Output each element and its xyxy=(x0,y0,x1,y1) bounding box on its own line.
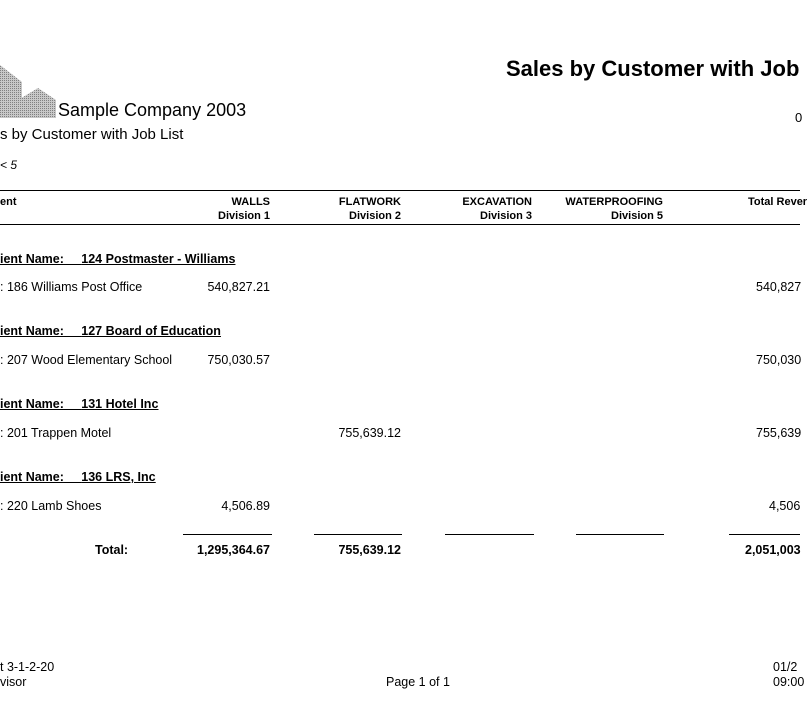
job-row: : 220 Lamb Shoes xyxy=(0,499,102,513)
col-flatwork-line1: FLATWORK xyxy=(338,196,401,208)
walls-amount: 4,506.89 xyxy=(221,499,270,513)
col-walls xyxy=(218,195,270,223)
col-waterproofing-line1: WATERPROOFING xyxy=(565,196,663,208)
walls-total: 1,295,364.67 xyxy=(197,543,270,557)
col-waterproofing xyxy=(565,195,663,223)
col-total xyxy=(748,195,807,209)
col-walls-line2: Division 1 xyxy=(218,210,270,222)
flatwork-amount: 755,639.12 xyxy=(338,426,401,440)
total-amount: 755,639 xyxy=(756,426,802,440)
client-label: ient Name: xyxy=(0,324,64,338)
client-heading xyxy=(0,324,221,338)
client-name: 124 Postmaster - Williams xyxy=(81,252,236,266)
job-row: : 201 Trappen Motel xyxy=(0,426,112,440)
total-amount: 750,030 xyxy=(756,353,802,367)
header-bottom-rule xyxy=(0,224,800,225)
filter-text: < 5 xyxy=(0,158,18,172)
client-name: 127 Board of Education xyxy=(81,324,221,338)
col-waterproofing-line2: Division 5 xyxy=(611,210,663,222)
footer-left-line1: t 3-1-2-20 xyxy=(0,660,55,674)
client-heading xyxy=(0,397,158,411)
total-amount: 4,506 xyxy=(769,499,801,513)
flatwork-total: 755,639.12 xyxy=(338,543,401,557)
col-client xyxy=(0,195,17,209)
col-excavation xyxy=(462,195,532,223)
col-flatwork xyxy=(339,195,401,223)
title-continuation: 0 xyxy=(795,110,803,125)
total-underline xyxy=(729,534,800,535)
col-excavation-line2: Division 3 xyxy=(480,210,532,222)
company-name: Sample Company 2003 xyxy=(58,100,247,120)
flatwork-underline xyxy=(314,534,402,535)
col-total-line2: Total Rever xyxy=(748,196,807,208)
col-excavation-line1: EXCAVATION xyxy=(462,196,532,208)
client-heading xyxy=(0,252,235,266)
col-walls-line1: WALLS xyxy=(231,196,270,208)
walls-amount: 750,030.57 xyxy=(207,353,270,367)
report-subtitle: s by Customer with Job List xyxy=(0,126,184,143)
page-number: Page 1 of 1 xyxy=(386,675,450,689)
client-label: ient Name: xyxy=(0,470,64,484)
grand-total: 2,051,003 xyxy=(745,543,801,557)
job-row: : 207 Wood Elementary School xyxy=(0,353,173,367)
job-row: : 186 Williams Post Office xyxy=(0,280,143,294)
excavation-underline xyxy=(445,534,534,535)
client-name: 136 LRS, Inc xyxy=(81,470,156,484)
walls-amount: 540,827.21 xyxy=(207,280,270,294)
client-label: ient Name: xyxy=(0,397,64,411)
footer-time: 09:00 xyxy=(773,675,805,689)
walls-underline xyxy=(183,534,272,535)
company-logo xyxy=(0,60,60,118)
header-top-rule xyxy=(0,190,800,191)
total-label: Total: xyxy=(95,543,129,557)
col-flatwork-line2: Division 2 xyxy=(349,210,401,222)
footer-date: 01/2 xyxy=(773,660,798,674)
waterproofing-underline xyxy=(576,534,664,535)
total-amount: 540,827 xyxy=(756,280,802,294)
footer-left-line2: visor xyxy=(0,675,27,689)
col-client-line2: ent xyxy=(0,196,17,208)
client-heading xyxy=(0,470,156,484)
client-label: ient Name: xyxy=(0,252,64,266)
client-name: 131 Hotel Inc xyxy=(81,397,159,411)
report-title: Sales by Customer with Job xyxy=(506,56,800,81)
